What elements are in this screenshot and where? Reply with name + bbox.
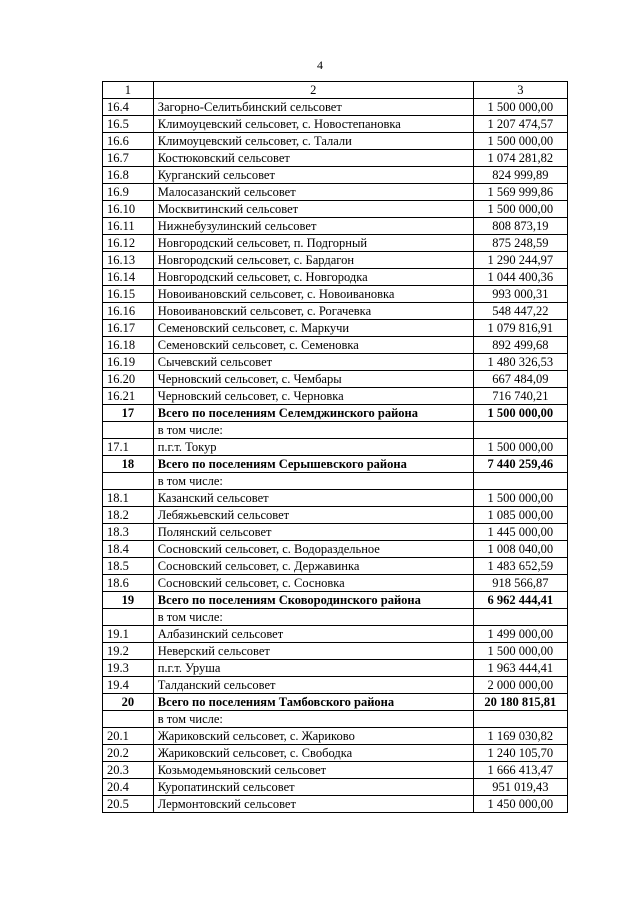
row-number-cell: 16.5: [103, 116, 154, 133]
row-number-cell: 20.2: [103, 745, 154, 762]
row-number-cell: 18.3: [103, 524, 154, 541]
row-amount-cell: 1 290 244,97: [473, 252, 567, 269]
row-name-cell: Сосновский сельсовет, с. Державинка: [153, 558, 473, 575]
row-amount-cell: 1 569 999,86: [473, 184, 567, 201]
table-row: [103, 626, 568, 643]
row-number-cell: 16.15: [103, 286, 154, 303]
row-amount-cell: 1 074 281,82: [473, 150, 567, 167]
allocation-table: [102, 81, 568, 813]
row-name-cell: п.г.т. Уруша: [153, 660, 473, 677]
row-name-cell: Черновский сельсовет, с. Чембары: [153, 371, 473, 388]
table-header-row: [103, 82, 568, 99]
row-number-cell: 17.1: [103, 439, 154, 456]
row-amount-cell: 1 500 000,00: [473, 439, 567, 456]
row-name-cell: Новгородский сельсовет, с. Бардагон: [153, 252, 473, 269]
row-number-cell: [103, 473, 154, 490]
row-number-cell: 19.2: [103, 643, 154, 660]
row-amount-cell: 1 450 000,00: [473, 796, 567, 813]
table-subheading-row: [103, 609, 568, 626]
row-amount-cell: 951 019,43: [473, 779, 567, 796]
row-name-cell: Албазинский сельсовет: [153, 626, 473, 643]
row-amount-cell: [473, 473, 567, 490]
header-cell-col1: 1: [103, 82, 154, 99]
row-name-cell: Сычевский сельсовет: [153, 354, 473, 371]
table-row: [103, 388, 568, 405]
table-row: [103, 218, 568, 235]
table-row: [103, 320, 568, 337]
row-number-cell: 18.1: [103, 490, 154, 507]
row-amount-cell: 1 963 444,41: [473, 660, 567, 677]
row-number-cell: 16.7: [103, 150, 154, 167]
row-amount-cell: 1 085 000,00: [473, 507, 567, 524]
row-number-cell: 16.6: [103, 133, 154, 150]
row-number-cell: 18: [103, 456, 154, 473]
table-subheading-row: [103, 422, 568, 439]
row-amount-cell: 1 445 000,00: [473, 524, 567, 541]
row-name-cell: Полянский сельсовет: [153, 524, 473, 541]
row-name-cell: Всего по поселениям Серышевского района: [153, 456, 473, 473]
row-name-cell: в том числе:: [153, 422, 473, 439]
row-name-cell: Курганский сельсовет: [153, 167, 473, 184]
row-name-cell: Сосновский сельсовет, с. Сосновка: [153, 575, 473, 592]
row-name-cell: в том числе:: [153, 473, 473, 490]
row-number-cell: 19.1: [103, 626, 154, 643]
row-name-cell: Новоивановский сельсовет, с. Рогачевка: [153, 303, 473, 320]
table-subheading-row: [103, 711, 568, 728]
table-row: [103, 677, 568, 694]
row-amount-cell: 875 248,59: [473, 235, 567, 252]
row-amount-cell: 1 079 816,91: [473, 320, 567, 337]
table-total-row: [103, 694, 568, 711]
table-row: [103, 116, 568, 133]
row-name-cell: Новгородский сельсовет, с. Новгородка: [153, 269, 473, 286]
table-row: [103, 269, 568, 286]
row-number-cell: 18.2: [103, 507, 154, 524]
table-total-row: [103, 405, 568, 422]
row-name-cell: Козьмодемьяновский сельсовет: [153, 762, 473, 779]
row-amount-cell: 20 180 815,81: [473, 694, 567, 711]
row-name-cell: Жариковский сельсовет, с. Свободка: [153, 745, 473, 762]
row-amount-cell: 1 480 326,53: [473, 354, 567, 371]
row-amount-cell: 6 962 444,41: [473, 592, 567, 609]
row-name-cell: Талданский сельсовет: [153, 677, 473, 694]
table-row: [103, 541, 568, 558]
row-amount-cell: 667 484,09: [473, 371, 567, 388]
header-cell-col3: 3: [473, 82, 567, 99]
row-amount-cell: 1 500 000,00: [473, 133, 567, 150]
row-name-cell: Новгородский сельсовет, п. Подгорный: [153, 235, 473, 252]
row-name-cell: Москвитинский сельсовет: [153, 201, 473, 218]
row-amount-cell: 1 240 105,70: [473, 745, 567, 762]
row-amount-cell: 1 500 000,00: [473, 405, 567, 422]
row-name-cell: Куропатинский сельсовет: [153, 779, 473, 796]
row-name-cell: Черновский сельсовет, с. Черновка: [153, 388, 473, 405]
row-name-cell: Неверский сельсовет: [153, 643, 473, 660]
row-number-cell: [103, 711, 154, 728]
row-name-cell: Лебяжьевский сельсовет: [153, 507, 473, 524]
row-number-cell: 20.4: [103, 779, 154, 796]
row-number-cell: 17: [103, 405, 154, 422]
table-body: [103, 82, 568, 813]
row-number-cell: 16.9: [103, 184, 154, 201]
row-name-cell: Сосновский сельсовет, с. Водораздельное: [153, 541, 473, 558]
header-cell-col2: 2: [153, 82, 473, 99]
table-row: [103, 643, 568, 660]
row-number-cell: 16.20: [103, 371, 154, 388]
row-name-cell: Семеновский сельсовет, с. Семеновка: [153, 337, 473, 354]
row-amount-cell: [473, 422, 567, 439]
table-row: [103, 439, 568, 456]
page-number: 4: [317, 58, 323, 72]
row-number-cell: 16.21: [103, 388, 154, 405]
table-total-row: [103, 592, 568, 609]
table-row: [103, 728, 568, 745]
row-number-cell: 20.5: [103, 796, 154, 813]
table-row: [103, 354, 568, 371]
table-row: [103, 201, 568, 218]
row-name-cell: Жариковский сельсовет, с. Жариково: [153, 728, 473, 745]
table-row: [103, 745, 568, 762]
row-number-cell: 16.4: [103, 99, 154, 116]
row-amount-cell: 993 000,31: [473, 286, 567, 303]
table-row: [103, 779, 568, 796]
table-row: [103, 337, 568, 354]
table-row: [103, 558, 568, 575]
row-name-cell: Казанский сельсовет: [153, 490, 473, 507]
row-name-cell: Малосазанский сельсовет: [153, 184, 473, 201]
row-number-cell: 16.16: [103, 303, 154, 320]
table-total-row: [103, 456, 568, 473]
row-amount-cell: 1 499 000,00: [473, 626, 567, 643]
row-name-cell: в том числе:: [153, 711, 473, 728]
table-row: [103, 575, 568, 592]
row-name-cell: Семеновский сельсовет, с. Маркучи: [153, 320, 473, 337]
row-name-cell: Климоуцевский сельсовет, с. Новостепановка: [153, 116, 473, 133]
row-number-cell: 16.18: [103, 337, 154, 354]
row-number-cell: 16.10: [103, 201, 154, 218]
table-row: [103, 762, 568, 779]
table-row: [103, 252, 568, 269]
row-number-cell: 18.5: [103, 558, 154, 575]
table-row: [103, 490, 568, 507]
table-row: [103, 235, 568, 252]
table-row: [103, 167, 568, 184]
row-name-cell: Загорно-Селитьбинский сельсовет: [153, 99, 473, 116]
row-amount-cell: 808 873,19: [473, 218, 567, 235]
row-name-cell: в том числе:: [153, 609, 473, 626]
row-number-cell: 20.3: [103, 762, 154, 779]
table-row: [103, 133, 568, 150]
table-row: [103, 303, 568, 320]
row-number-cell: 20.1: [103, 728, 154, 745]
table-subheading-row: [103, 473, 568, 490]
row-amount-cell: 1 207 474,57: [473, 116, 567, 133]
row-amount-cell: 1 500 000,00: [473, 99, 567, 116]
table-row: [103, 184, 568, 201]
table-row: [103, 99, 568, 116]
row-number-cell: 19.4: [103, 677, 154, 694]
row-number-cell: 16.12: [103, 235, 154, 252]
table-row: [103, 507, 568, 524]
table-row: [103, 371, 568, 388]
row-amount-cell: 1 500 000,00: [473, 490, 567, 507]
row-number-cell: [103, 422, 154, 439]
row-number-cell: 16.11: [103, 218, 154, 235]
row-name-cell: Лермонтовский сельсовет: [153, 796, 473, 813]
row-amount-cell: 1 044 400,36: [473, 269, 567, 286]
row-amount-cell: 1 483 652,59: [473, 558, 567, 575]
table-row: [103, 524, 568, 541]
table-row: [103, 660, 568, 677]
row-number-cell: [103, 609, 154, 626]
row-number-cell: 16.13: [103, 252, 154, 269]
row-number-cell: 16.8: [103, 167, 154, 184]
row-name-cell: Всего по поселениям Селемджинского района: [153, 405, 473, 422]
row-name-cell: Всего по поселениям Тамбовского района: [153, 694, 473, 711]
row-number-cell: 19.3: [103, 660, 154, 677]
row-amount-cell: 716 740,21: [473, 388, 567, 405]
row-amount-cell: 1 169 030,82: [473, 728, 567, 745]
row-amount-cell: [473, 609, 567, 626]
row-amount-cell: 918 566,87: [473, 575, 567, 592]
row-amount-cell: 2 000 000,00: [473, 677, 567, 694]
row-name-cell: Нижнебузулинский сельсовет: [153, 218, 473, 235]
row-number-cell: 20: [103, 694, 154, 711]
row-number-cell: 16.14: [103, 269, 154, 286]
row-number-cell: 16.17: [103, 320, 154, 337]
row-name-cell: Климоуцевский сельсовет, с. Талали: [153, 133, 473, 150]
row-amount-cell: 1 500 000,00: [473, 201, 567, 218]
row-amount-cell: 1 666 413,47: [473, 762, 567, 779]
row-amount-cell: 7 440 259,46: [473, 456, 567, 473]
row-number-cell: 16.19: [103, 354, 154, 371]
row-amount-cell: 1 008 040,00: [473, 541, 567, 558]
row-amount-cell: 548 447,22: [473, 303, 567, 320]
table-row: [103, 796, 568, 813]
table-row: [103, 286, 568, 303]
row-number-cell: 19: [103, 592, 154, 609]
row-name-cell: п.г.т. Токур: [153, 439, 473, 456]
row-name-cell: Всего по поселениям Сковородинского района: [153, 592, 473, 609]
row-amount-cell: 1 500 000,00: [473, 643, 567, 660]
row-amount-cell: 824 999,89: [473, 167, 567, 184]
row-name-cell: Костюковский сельсовет: [153, 150, 473, 167]
row-number-cell: 18.4: [103, 541, 154, 558]
table-row: [103, 150, 568, 167]
row-name-cell: Новоивановский сельсовет, с. Новоивановка: [153, 286, 473, 303]
row-amount-cell: 892 499,68: [473, 337, 567, 354]
row-number-cell: 18.6: [103, 575, 154, 592]
row-amount-cell: [473, 711, 567, 728]
